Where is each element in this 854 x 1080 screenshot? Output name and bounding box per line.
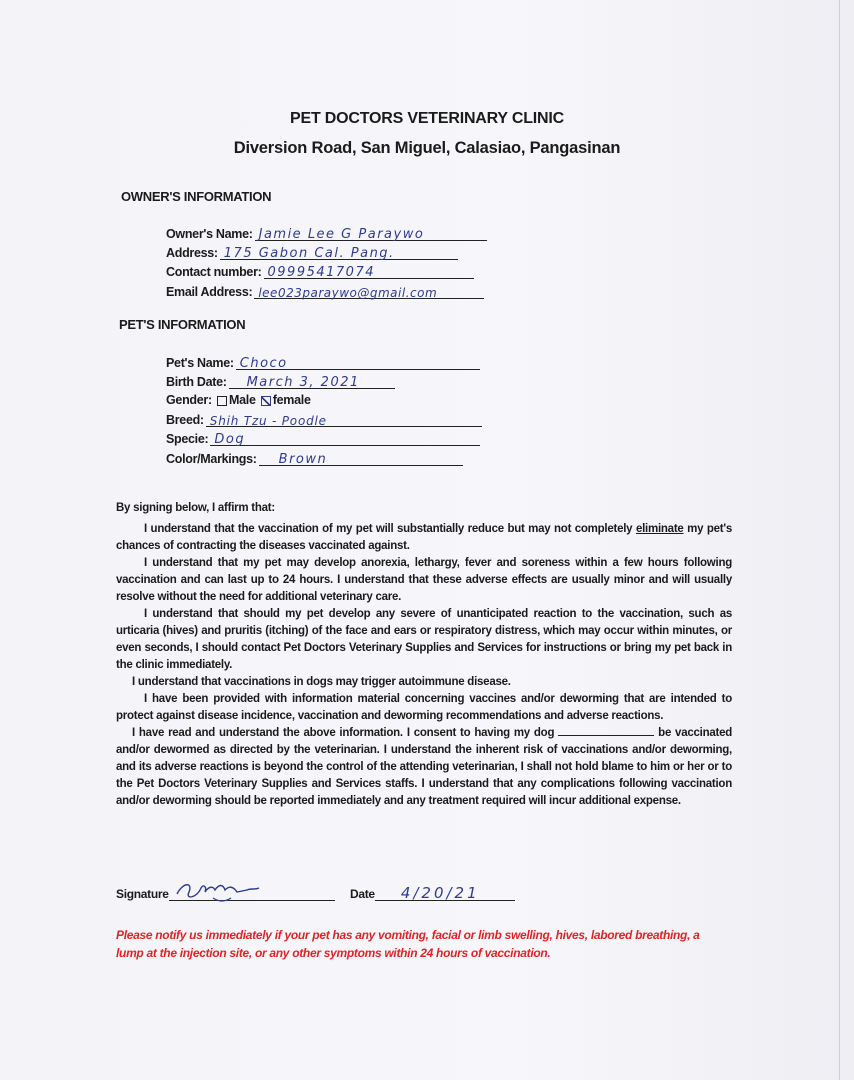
owner-address-line[interactable] bbox=[220, 245, 458, 260]
color-value: Brown bbox=[278, 452, 328, 467]
birth-date-line[interactable] bbox=[229, 374, 395, 389]
eliminate-word: eliminate bbox=[635, 523, 684, 535]
owner-email-field bbox=[166, 284, 484, 299]
consent-paragraph-1 bbox=[116, 521, 732, 555]
owner-section-title: OWNER'S INFORMATION bbox=[121, 189, 272, 204]
breed-field bbox=[166, 412, 482, 427]
consent-paragraph-3: I understand that should my pet develop any severe of unanticipated reaction to the vaccination, such as urticaria (hives) and pruritis (itching) of the face and ears or respiratory distress, which may occur within minutes, or even seconds, I should contact Pet Doctors Veterinary Supplies and Services for instructions or bring my pet back in the clinic immediately. bbox=[116, 608, 732, 671]
owner-email-label: Email Address: bbox=[166, 285, 253, 299]
owner-contact-label: Contact number: bbox=[166, 265, 262, 279]
clinic-name: PET DOCTORS VETERINARY CLINIC bbox=[290, 110, 564, 127]
owner-address-field bbox=[166, 245, 458, 260]
owner-contact-value: 09995417074 bbox=[267, 265, 375, 280]
birth-date-value: March 3, 2021 bbox=[246, 375, 360, 390]
p6-text-a: I have read and understand the above information. I consent to having my dog bbox=[132, 727, 555, 739]
dog-name-blank[interactable] bbox=[558, 725, 654, 736]
consent-paragraph-5: I have been provided with information material concerning vaccines and/or deworming that are intended to protect against disease incidence, vaccination and deworming recommendations and adverse reactions. bbox=[116, 693, 732, 722]
owner-name-label: Owner's Name: bbox=[166, 227, 253, 241]
owner-address-label: Address: bbox=[166, 246, 218, 260]
consent-paragraph-2: I understand that my pet may develop anorexia, lethargy, fever and soreness within a few hours following vaccination and can last up to 24 hours. I understand that these adverse effects are usually minor and will usually resolve without the need for additional veterinary care. bbox=[116, 557, 732, 603]
pet-name-label: Pet's Name: bbox=[166, 356, 234, 370]
gender-label: Gender: bbox=[166, 393, 212, 407]
consent-paragraph-6 bbox=[116, 725, 732, 810]
consent-text bbox=[116, 500, 732, 810]
breed-label: Breed: bbox=[166, 413, 204, 427]
owner-contact-field bbox=[166, 264, 474, 279]
date-label: Date bbox=[350, 887, 375, 901]
pet-name-value: Choco bbox=[239, 356, 288, 371]
male-label: Male bbox=[229, 393, 256, 407]
consent-paragraph-4: I understand that vaccinations in dogs may trigger autoimmune disease. bbox=[132, 676, 511, 688]
handwritten-signature-icon bbox=[173, 878, 263, 904]
owner-contact-line[interactable] bbox=[264, 264, 474, 279]
p1-text-a: I understand that the vaccination of my pet will substantially reduce but may not completely bbox=[144, 523, 633, 535]
owner-name-line[interactable] bbox=[255, 226, 487, 241]
female-checkbox[interactable] bbox=[261, 396, 271, 406]
male-checkbox[interactable] bbox=[217, 396, 227, 406]
breed-line[interactable] bbox=[206, 412, 482, 427]
color-field bbox=[166, 451, 463, 466]
owner-email-line[interactable] bbox=[254, 284, 484, 299]
color-label: Color/Markings: bbox=[166, 452, 257, 466]
birth-date-label: Birth Date: bbox=[166, 375, 227, 389]
pet-name-line[interactable] bbox=[236, 355, 480, 370]
signature-field bbox=[116, 884, 335, 901]
pet-section-title: PET'S INFORMATION bbox=[119, 317, 246, 332]
specie-line[interactable] bbox=[210, 431, 480, 446]
date-field bbox=[350, 884, 515, 901]
signature-label: Signature bbox=[116, 887, 169, 901]
birth-date-field bbox=[166, 374, 395, 389]
owner-name-field bbox=[166, 226, 487, 241]
date-line[interactable] bbox=[375, 884, 515, 901]
date-value: 4/20/21 bbox=[400, 884, 480, 902]
color-line[interactable] bbox=[259, 451, 463, 466]
owner-email-value: lee023paraywo@gmail.com bbox=[258, 286, 438, 300]
specie-label: Specie: bbox=[166, 432, 209, 446]
owner-address-value: 175 Gabon Cal. Pang. bbox=[223, 246, 395, 261]
female-label: female bbox=[272, 393, 311, 407]
specie-value: Dog bbox=[214, 432, 246, 447]
post-vaccination-notice: Please notify us immediately if your pet has any vomiting, facial or limb swelling, hives, labored breathing, a lump at the injection site, or any other symptoms within 24 hours of vaccination. bbox=[116, 928, 700, 960]
affirm-heading: By signing below, I affirm that: bbox=[116, 502, 275, 514]
gender-field bbox=[166, 393, 311, 407]
clinic-address: Diversion Road, San Miguel, Calasiao, Pangasinan bbox=[233, 139, 621, 157]
p6-text-b: be vaccinated and/or dewormed as directed by the veterinarian. I understand the inherent risk of vaccinations and/or deworming, and its adverse reactions is beyond the control of the attending veterinarian, I shall not hold blame to him or her or to the Pet Doctors Veterinary Supplies and Services staffs. I understand that any complications following vaccination and/or deworming should be reported immediately and any treatment required will incur additional expense. bbox=[116, 727, 732, 807]
breed-value: Shih Tzu - Poodle bbox=[209, 414, 327, 428]
page-edge-line bbox=[839, 0, 840, 1080]
signature-line[interactable] bbox=[169, 884, 335, 901]
p1-text-b: my pet's chances of contracting the diseases vaccinated against. bbox=[116, 523, 732, 552]
owner-name-value: Jamie Lee G Paraywo bbox=[258, 227, 425, 242]
pet-name-field bbox=[166, 355, 480, 370]
specie-field bbox=[166, 431, 480, 446]
